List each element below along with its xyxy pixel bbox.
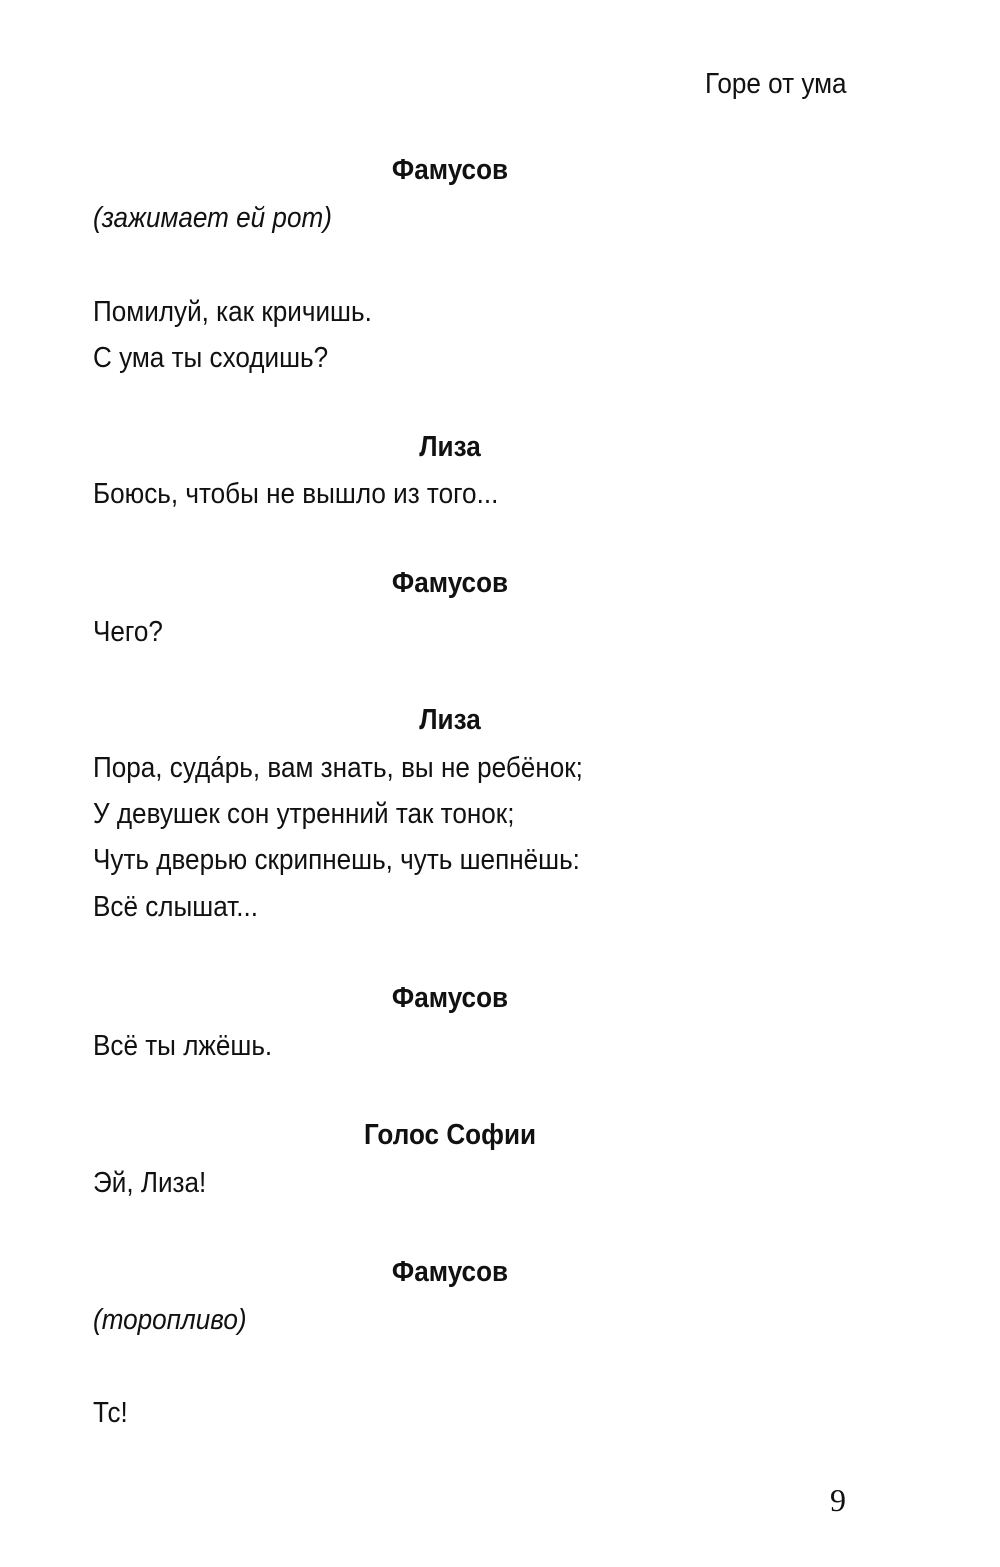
speaker-name: Фамусов <box>391 154 509 186</box>
speaker-name: Фамусов <box>391 982 509 1014</box>
page-number: 9 <box>830 1482 846 1518</box>
verse-line: Чуть дверью скрипнешь, чуть шепнёшь: <box>93 844 580 876</box>
running-header: Горе от ума <box>705 68 847 100</box>
verse-line: Всё ты лжёшь. <box>93 1030 273 1062</box>
verse-line: Помилуй, как кричишь. <box>93 296 372 328</box>
verse-line: У девушек сон утренний так тонок; <box>93 798 515 830</box>
verse-line: Пора, суда́рь, вам знать, вы не ребёнок; <box>93 752 583 784</box>
verse-line: Эй, Лиза! <box>93 1167 207 1199</box>
verse-line: Боюсь, чтобы не вышло из того... <box>93 478 499 510</box>
verse-line: Всё слышат... <box>93 891 258 923</box>
verse-line: С ума ты сходишь? <box>93 342 329 374</box>
speaker-name: Голос Софии <box>363 1119 537 1151</box>
stage-direction: (торопливо) <box>93 1304 247 1336</box>
stage-direction: (зажимает ей рот) <box>93 202 332 234</box>
speaker-name: Фамусов <box>391 1256 509 1288</box>
speaker-name: Фамусов <box>391 567 509 599</box>
verse-line: Чего? <box>93 616 163 648</box>
speaker-name: Лиза <box>419 704 481 736</box>
speaker-name: Лиза <box>419 431 481 463</box>
verse-line: Тс! <box>93 1397 128 1429</box>
